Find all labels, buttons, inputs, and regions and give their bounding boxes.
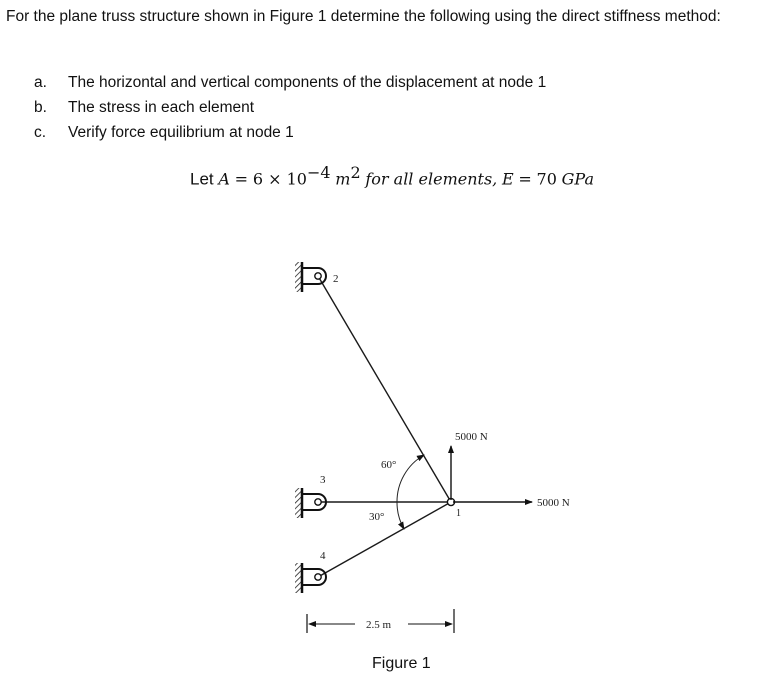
pin-support-node-3 (295, 488, 326, 518)
equals-sign: = (234, 169, 249, 189)
horizontal-load-label: 5000 N (537, 497, 570, 509)
let-word: Let (190, 169, 214, 189)
modulus-symbol: E (501, 169, 514, 189)
pin-support-node-2 (295, 262, 326, 292)
area-unit-exponent: 2 (350, 163, 361, 182)
for-all-elements: for all elements, (365, 169, 498, 189)
node-label-3: 3 (320, 474, 326, 486)
area-exponent: −4 (306, 163, 331, 182)
dimension-label: 2.5 m (366, 619, 392, 631)
area-symbol: A (218, 169, 230, 189)
part-text: Verify force equilibrium at node 1 (68, 124, 294, 141)
area-unit: m (335, 169, 351, 189)
part-letter: c. (34, 124, 47, 141)
angle-arc-30 (397, 502, 404, 529)
modulus-value: 70 (536, 169, 557, 189)
figure-caption: Figure 1 (372, 655, 431, 672)
part-text: The horizontal and vertical components of the displacement at node 1 (68, 74, 547, 91)
angle-label-60: 60° (381, 459, 397, 471)
part-letter: b. (34, 99, 47, 116)
part-text: The stress in each element (68, 99, 255, 116)
vertical-load-label: 5000 N (455, 431, 488, 443)
angle-label-30: 30° (369, 511, 385, 523)
element-1-4 (318, 502, 451, 577)
equals-sign-2: = (518, 169, 532, 189)
modulus-unit: GPa (561, 169, 594, 189)
node-label-1: 1 (456, 508, 461, 519)
angle-arc-60 (397, 455, 424, 502)
part-letter: a. (34, 74, 47, 91)
problem-statement: For the plane truss structure shown in Figure 1 determine the following using the direct stiffness method: (6, 8, 721, 25)
pin-support-node-4 (295, 563, 326, 593)
node-label-2: 2 (333, 273, 339, 285)
area-coefficient: 6 × 10 (252, 169, 307, 189)
node-label-4: 4 (320, 550, 326, 562)
